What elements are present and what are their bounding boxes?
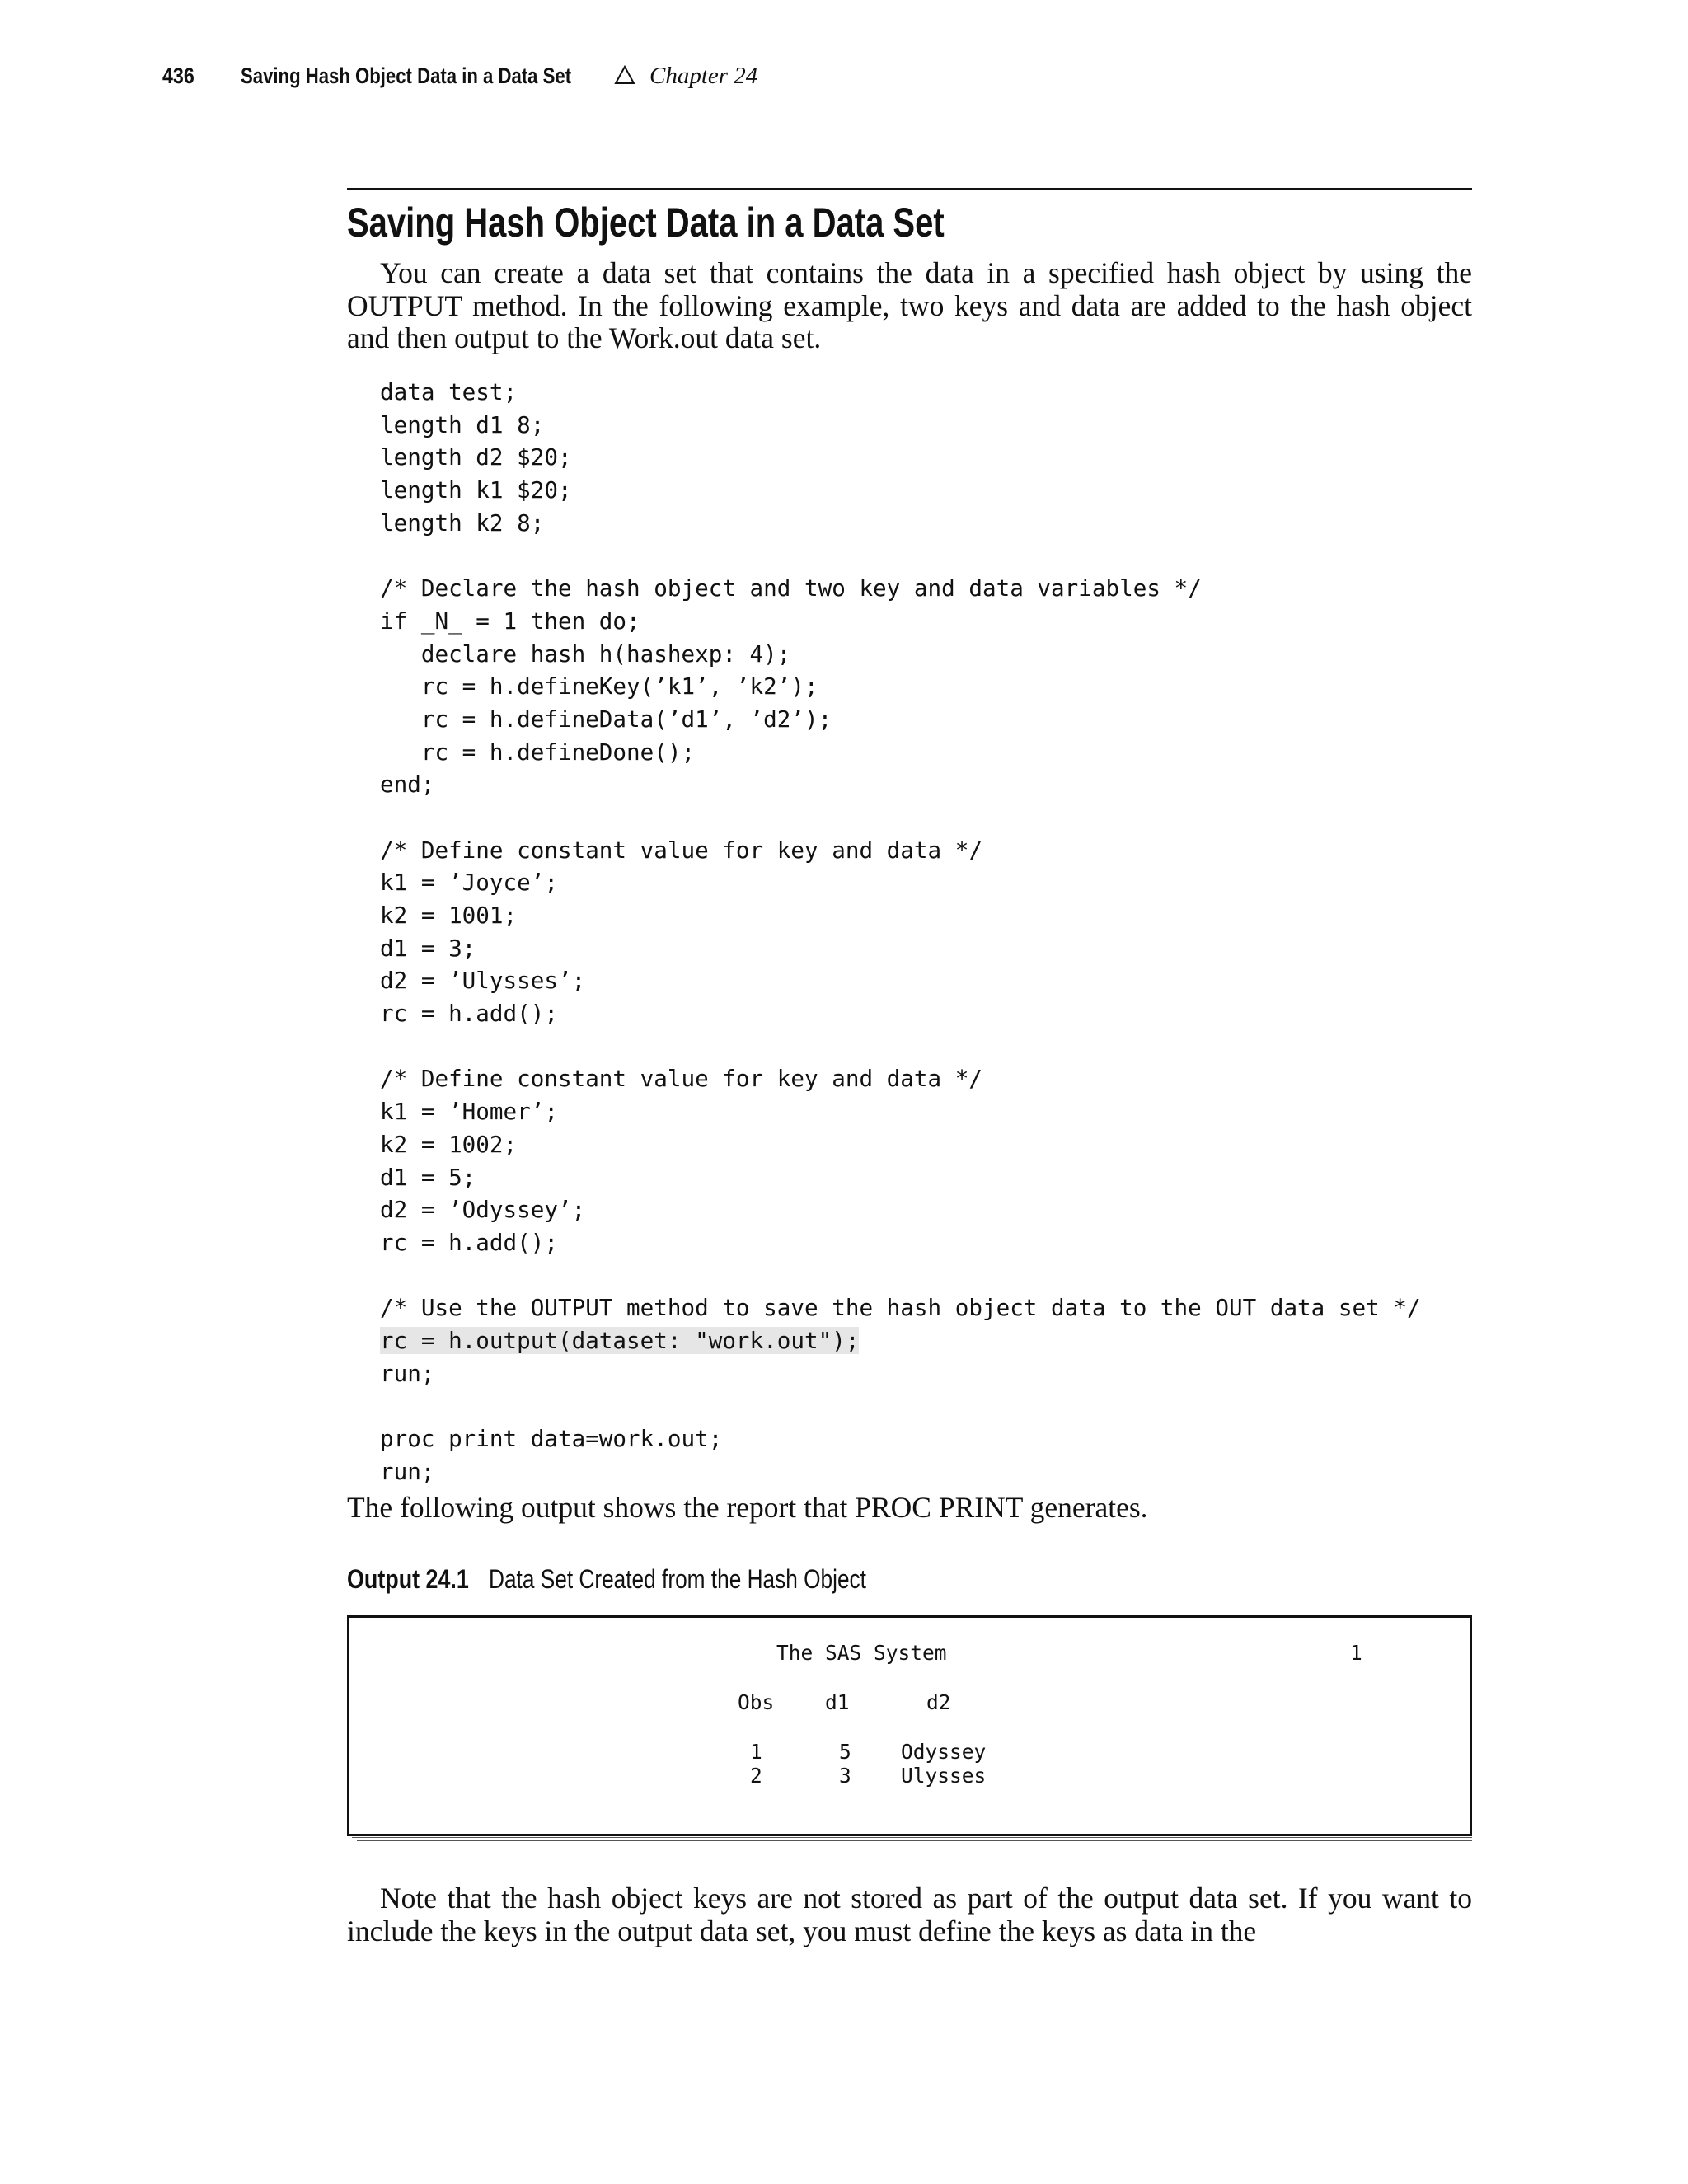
output-column-header: Obs (738, 1690, 775, 1714)
output-column-header: d1 (825, 1690, 850, 1714)
code-line: /* Define constant value for key and data */ (380, 836, 982, 864)
code-line: length k1 $20; (380, 476, 572, 504)
triangle-icon (614, 64, 635, 86)
code-line: d2 = ’Odyssey’; (380, 1196, 586, 1224)
output-cell: 2 (750, 1764, 762, 1788)
output-cell: Odyssey (901, 1740, 987, 1764)
code-listing (380, 376, 1421, 1488)
output-page-number: 1 (1350, 1641, 1362, 1665)
intro-paragraph: You can create a data set that contains the data in a specified hash object by using the OUTPUT method. In the following example, two keys and data are added to the hash object and then output to the Work.out data set. (347, 256, 1472, 354)
output-caption-text: Data Set Created from the Hash Object (489, 1563, 866, 1594)
running-header-title: Saving Hash Object Data in a Data Set (241, 63, 572, 88)
code-line: /* Declare the hash object and two key and data variables */ (380, 574, 1202, 602)
output-cell: 1 (750, 1740, 762, 1764)
code-line: rc = h.defineDone(); (380, 738, 696, 766)
code-line: d1 = 5; (380, 1163, 476, 1191)
closing-paragraph: Note that the hash object keys are not stored as part of the output data set. If you want to include the keys in the output data set, you must define the keys as data in the (347, 1882, 1472, 1947)
code-line: rc = h.add(); (380, 1228, 558, 1256)
code-line: run; (380, 1359, 435, 1387)
code-line (380, 801, 1421, 834)
code-line: k2 = 1002; (380, 1130, 518, 1158)
code-line: length d2 $20; (380, 443, 572, 471)
output-caption-label: Output 24.1 (347, 1563, 469, 1594)
after-code-paragraph: The following output shows the report that PROC PRINT generates. (347, 1491, 1148, 1524)
code-line: k1 = ’Joyce’; (380, 869, 558, 897)
code-line: data test; (380, 378, 518, 405)
code-line (380, 539, 1421, 572)
output-box (347, 1615, 1472, 1836)
code-line (380, 1390, 1421, 1422)
code-line: rc = h.add(); (380, 1000, 558, 1028)
code-line: k1 = ’Homer’; (380, 1098, 558, 1126)
code-line: proc print data=work.out; (380, 1425, 723, 1452)
code-line (380, 1030, 1421, 1063)
code-line: declare hash h(hashexp: 4); (380, 640, 791, 668)
output-caption (347, 1561, 866, 1597)
running-header-chapter: Chapter 24 (649, 62, 758, 89)
output-cell: 3 (839, 1764, 851, 1788)
code-line: rc = h.output(dataset: "work.out"); (380, 1326, 860, 1354)
code-line: d1 = 3; (380, 934, 476, 962)
running-header (162, 59, 758, 92)
code-line: end; (380, 771, 435, 799)
section-rule (347, 188, 1472, 190)
code-line: k2 = 1001; (380, 902, 518, 929)
output-box-shadow-line (352, 1837, 1472, 1838)
code-line: length d1 8; (380, 410, 545, 438)
code-line: length k2 8; (380, 509, 545, 537)
code-line: rc = h.defineData(’d1’, ’d2’); (380, 705, 832, 733)
output-cell: 5 (839, 1740, 851, 1764)
code-line: rc = h.defineKey(’k1’, ’k2’); (380, 673, 818, 701)
section-title: Saving Hash Object Data in a Data Set (347, 199, 945, 246)
code-line (380, 1259, 1421, 1292)
code-line: /* Use the OUTPUT method to save the hash object data to the OUT data set */ (380, 1294, 1421, 1322)
page-number: 436 (162, 63, 195, 88)
output-cell: Ulysses (901, 1764, 987, 1788)
code-line: if _N_ = 1 then do; (380, 607, 640, 635)
code-line: run; (380, 1457, 435, 1485)
code-line: /* Define constant value for key and data */ (380, 1065, 982, 1093)
output-box-shadow-line (357, 1840, 1472, 1841)
code-line: d2 = ’Ulysses’; (380, 967, 586, 995)
output-column-header: d2 (926, 1690, 951, 1714)
output-system-title: The SAS System (776, 1641, 947, 1665)
